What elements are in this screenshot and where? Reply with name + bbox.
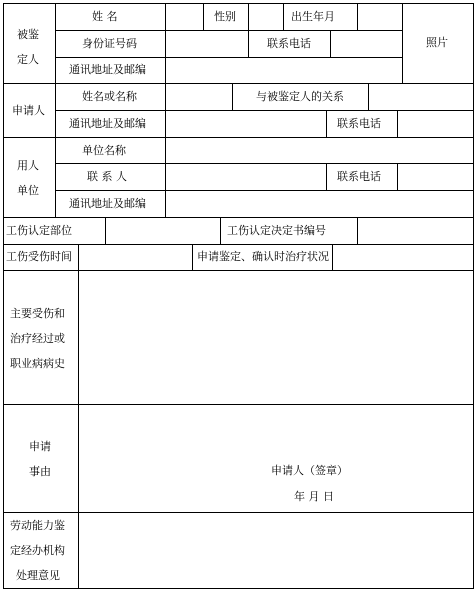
rule-h: [55, 163, 474, 164]
rule-h: [3, 217, 474, 218]
appraised-person-label: 被鉴: [17, 28, 39, 41]
rule-v: [78, 244, 79, 270]
rule-v: [165, 110, 166, 137]
gender-label: 性别: [214, 10, 236, 23]
opinion-label: 处理意见: [16, 569, 60, 582]
opinion-label: 劳动能力鉴: [10, 519, 65, 532]
rule-h: [3, 512, 474, 513]
matter-label: 申请: [29, 440, 51, 453]
phone-label: 联系电话: [267, 37, 311, 50]
name-label: 姓 名: [92, 10, 118, 23]
rule-h: [3, 244, 474, 245]
rule-v: [397, 110, 398, 137]
id-number-label: 身份证号码: [82, 37, 137, 50]
rule-v: [248, 30, 249, 57]
rule-v: [165, 3, 166, 30]
history-label: 治疗经过或: [10, 332, 65, 345]
rule-v: [165, 83, 166, 110]
rule-h: [3, 137, 474, 138]
photo-label: 照片: [426, 36, 448, 49]
history-label: 职业病病史: [10, 357, 65, 370]
rule-v: [165, 190, 166, 217]
rule-v: [402, 3, 403, 83]
contact-person-label: 联 系 人: [87, 170, 127, 183]
rule-v: [203, 3, 204, 30]
rule-v: [397, 163, 398, 190]
rule-v: [330, 30, 331, 57]
rule-v: [357, 217, 358, 244]
matter-label: 事由: [29, 465, 51, 478]
rule-v: [326, 163, 327, 190]
rule-h: [3, 3, 474, 4]
rule-v: [165, 163, 166, 190]
rule-v: [105, 217, 106, 244]
rule-h: [55, 190, 474, 191]
injury-dept-label: 工伤认定部位: [6, 224, 72, 237]
signature-label: 申请人（签章）: [271, 464, 348, 477]
rule-h: [3, 83, 474, 84]
relation-label: 与被鉴定人的关系: [256, 90, 344, 103]
rule-v: [357, 3, 358, 30]
employer-label: 单位: [17, 184, 39, 197]
injury-decision-no-label: 工伤认定决定书编号: [227, 224, 326, 237]
rule-v: [248, 3, 249, 30]
rule-v: [165, 137, 166, 163]
rule-v: [220, 217, 221, 244]
rule-v: [232, 83, 233, 110]
treatment-status-label: 申请鉴定、确认时治疗状况: [197, 250, 329, 263]
rule-h: [3, 404, 474, 405]
rule-h: [55, 110, 474, 111]
opinion-label: 定经办机构: [10, 544, 65, 557]
phone-label: 联系电话: [337, 170, 381, 183]
rule-v: [165, 57, 166, 83]
address-postcode-label: 通讯地址及邮编: [69, 63, 146, 76]
rule-h: [3, 270, 474, 271]
phone-label: 联系电话: [337, 117, 381, 130]
history-label: 主要受伤和: [10, 307, 65, 320]
rule-h: [55, 57, 402, 58]
rule-v: [283, 3, 284, 30]
address-postcode-label: 通讯地址及邮编: [69, 117, 146, 130]
date-label: 年 月 日: [294, 490, 334, 503]
rule-v: [165, 30, 166, 57]
applicant-label: 申请人: [12, 104, 45, 117]
employer-label: 用人: [17, 159, 39, 172]
rule-v: [326, 110, 327, 137]
birth-date-label: 出生年月: [291, 10, 335, 23]
rule-v: [332, 244, 333, 270]
rule-v: [55, 3, 56, 217]
rule-v: [78, 270, 79, 589]
appraised-person-label: 定人: [17, 53, 39, 66]
rule-v: [192, 244, 193, 270]
address-postcode-label: 通讯地址及邮编: [69, 197, 146, 210]
rule-h: [55, 30, 402, 31]
applicant-name-label: 姓名或名称: [82, 90, 137, 103]
unit-name-label: 单位名称: [82, 144, 126, 157]
rule-v: [368, 83, 369, 110]
injury-time-label: 工伤受伤时间: [6, 250, 72, 263]
rule-v: [3, 3, 4, 589]
